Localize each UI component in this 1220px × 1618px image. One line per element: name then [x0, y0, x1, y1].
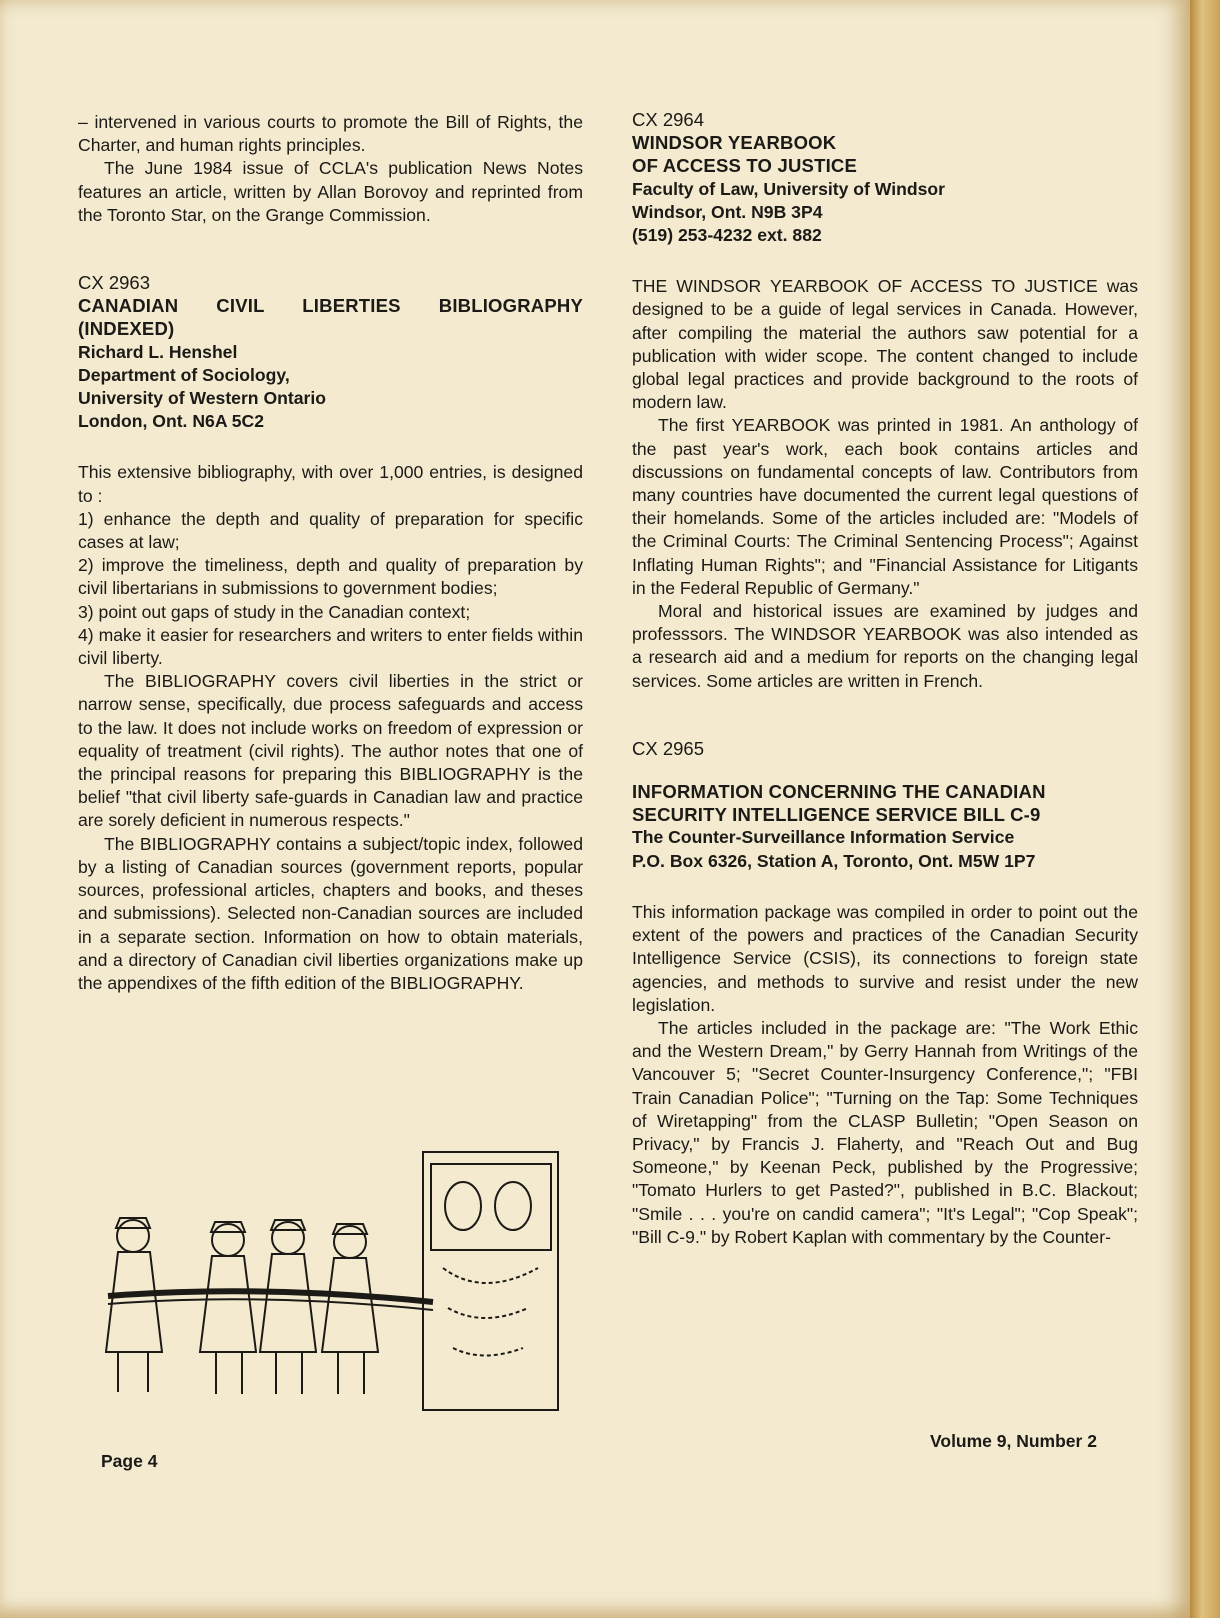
entry-title: OF ACCESS TO JUSTICE — [632, 155, 858, 177]
entry-organization: Faculty of Law, University of Windsor — [632, 178, 945, 199]
entry-city: Windsor, Ont. N9B 3P4 — [632, 201, 823, 222]
entry-title: INFORMATION CONCERNING THE CANADIAN — [632, 781, 1046, 803]
entry-paragraph-3: Moral and historical issues are examined by judges and professsors. The WINDSOR YEARBOOK was also intended as a research aid and a medium for reports on the changing legal services. Some articles are written in French. — [632, 601, 1138, 691]
entry-paragraph-1: This information package was compiled in order to point out the extent of the powers and practices of the Canadian Security Intelligence Service (CSIS), its connections to foreign state agencies, and methods to survive and resist under the new legislation. — [632, 901, 1138, 1015]
right-column — [632, 108, 1138, 1249]
goal-item: 1) enhance the depth and quality of preparation for specific cases at law; — [78, 508, 583, 553]
entry-lead: This extensive bibliography, with over 1,000 entries, is designed to : — [78, 462, 583, 506]
left-column — [78, 111, 583, 995]
police-cartoon-illustration — [88, 1148, 583, 1416]
goal-item: 2) improve the timeliness, depth and quality of preparation by civil libertarians in submissions to government bodies; — [78, 555, 583, 599]
goal-item: 4) make it easier for researchers and writers to enter fields within civil liberty. — [78, 624, 583, 669]
page-number: Page 4 — [101, 1451, 158, 1471]
entry-code: CX 2964 — [632, 109, 704, 130]
volume-number: Volume 9, Number 2 — [930, 1431, 1097, 1451]
entry-title: WINDSOR YEARBOOK — [632, 132, 837, 154]
entry-paragraph-1: THE WINDSOR YEARBOOK OF ACCESS TO JUSTICE was designed to be a guide of legal services in Canada. However, after compiling the material the authors saw potential for a publication with wider scope. The content changed to include global legal practices and provide background to the roots of modern law. — [632, 276, 1138, 413]
entry-university: University of Western Ontario — [78, 388, 326, 409]
entry-address: P.O. Box 6326, Station A, Toronto, Ont. M5W 1P7 — [632, 850, 1036, 871]
entry-title: CANADIAN CIVIL LIBERTIES BIBLIOGRAPHY (INDEXED) — [78, 295, 583, 340]
entry-paragraph-2: The first YEARBOOK was printed in 1981. An anthology of the past year's work, each book contains articles and discussions on fundamental concepts of law. Contributors from many countries have documented the current legal questions of their homelands. Some of the articles included are: "Models of the Criminal Courts: The Criminal Sentencing Process"; Against Inflating Human Rights"; and "Financial Assistance for Litigants in the Federal Republic of Germany." — [632, 415, 1138, 598]
entry-phone: (519) 253-4232 ext. 882 — [632, 225, 822, 246]
officer-figure — [200, 1222, 256, 1394]
entry-organization: The Counter-Surveillance Information Service — [632, 827, 1015, 848]
door-frame — [423, 1152, 558, 1410]
entry-paragraph-1: The BIBLIOGRAPHY covers civil liberties in the strict or narrow sense, specifically, due process safeguards and access to the law. It does not include works on freedom of expression or equality of treatment (civil rights). The author notes that one of the principal reasons for preparing this BIBLIOGRAPHY is the belief "that civil liberty safe-guards in Canadian law and practice are sorely deficient in numerous respects." — [78, 671, 583, 831]
officer-figure — [322, 1224, 378, 1394]
intro-paragraph-2: The June 1984 issue of CCLA's publication News Notes features an article, written by Allan Borovoy and reprinted from the Toronto Star, on the Grange Commission. — [78, 158, 583, 225]
intro-paragraph-1: – intervened in various courts to promote the Bill of Rights, the Charter, and human rights principles. — [78, 112, 583, 156]
entry-code: CX 2963 — [78, 272, 150, 294]
goal-item: 3) point out gaps of study in the Canadian context; — [78, 601, 471, 622]
entry-city: London, Ont. N6A 5C2 — [78, 411, 265, 432]
officer-figure — [106, 1218, 162, 1392]
officer-figure — [260, 1220, 316, 1394]
entry-title: SECURITY INTELLIGENCE SERVICE BILL C-9 — [632, 804, 1041, 826]
entry-department: Department of Sociology, — [78, 364, 290, 385]
entry-paragraph-2: The BIBLIOGRAPHY contains a subject/topic index, followed by a listing of Canadian sources (government reports, popular sources, professional articles, chapters and books, and theses and submissions). Selected non-Canadian sources are included in a separate section. Information on how to obtain materials, and a directory of Canadian civil liberties organizations make up the appendixes of the fifth edition of the BIBLIOGRAPHY. — [78, 833, 583, 993]
page-edge — [1190, 0, 1220, 1618]
entry-paragraph-2: The articles included in the package are: "The Work Ethic and the Western Dream," by Gerry Hannah from Writings of the Vancouver 5; "Secret Counter-Insurgency Conference,"; "FBI Train Canadian Police"; "Turning on the Tap: Some Techniques of Wiretapping" from the CLASP Bulletin; "Open Season on Privacy," by Francis J. Flaherty, and "Reach Out and Bug Someone," by Keenan Peck, published by the Progressive; "Tomato Hurlers to get Pasted?", published in B.C. Blackout; "Smile . . . you're on candid camera"; "It's Legal"; "Cop Speak"; "Bill C-9." by Robert Kaplan with commentary by the Counter- — [632, 1017, 1138, 1247]
entry-author: Richard L. Henshel — [78, 341, 238, 362]
entry-code: CX 2965 — [632, 737, 704, 759]
